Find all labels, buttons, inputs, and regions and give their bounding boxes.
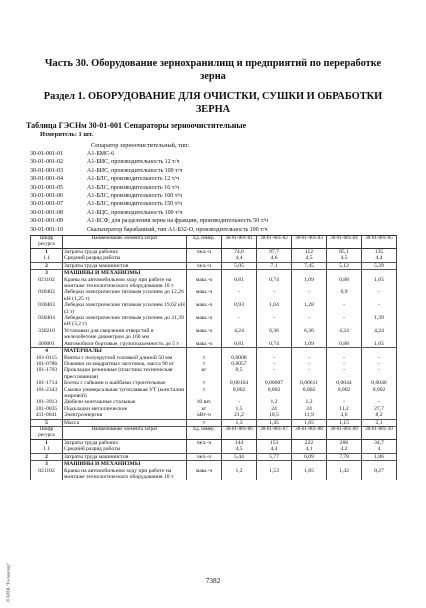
resource-value: 0,74: [257, 277, 292, 290]
resource-name: Средний разряд работы: [63, 446, 187, 453]
resource-value: 11,9: [292, 412, 327, 419]
resource-name: Масса: [63, 419, 187, 426]
resource-value: 6,09: [292, 453, 327, 460]
resource-value: 1,65: [292, 419, 327, 426]
resource-unit: т: [187, 361, 222, 367]
resource-unit: маш.-ч: [187, 315, 222, 328]
code-id: 30-01-001-10: [30, 226, 63, 233]
resource-value: 4,5: [327, 255, 362, 262]
code-id: 30-01-001-06: [30, 193, 63, 200]
table-header-row: [31, 426, 397, 439]
resource-value: -: [327, 399, 362, 405]
resource-code: 201-0835: [31, 406, 63, 412]
resource-name: Затраты труда машинистов: [63, 453, 187, 460]
resource-value: 21,2: [222, 412, 257, 419]
resource-value: 0,002: [222, 387, 257, 400]
table-row: [31, 461, 397, 468]
table-row: [31, 262, 397, 269]
code-desc: А1-БЛС, производительность 100 т/ч: [87, 193, 183, 200]
resource-value: 1,39: [362, 315, 397, 328]
code-list-item: [30, 158, 268, 166]
resource-value: -: [292, 315, 327, 328]
resource-value: 0,00607: [257, 380, 292, 386]
resource-value: 27,7: [362, 406, 397, 412]
resource-value: 0,002: [327, 387, 362, 400]
resource-unit: [187, 461, 222, 468]
resource-code: 2: [31, 262, 63, 269]
resource-code: 400001: [31, 341, 63, 348]
resource-value: 1,05: [362, 277, 397, 290]
resource-value: 1,42: [327, 468, 362, 481]
resource-name: Болты с гайками и шайбами строительные: [63, 380, 187, 386]
resource-value: 7,1: [257, 262, 292, 269]
resource-value: 3,6: [327, 412, 362, 419]
header-column-code: 30-01-001-03: [292, 236, 327, 249]
table-row: [31, 446, 397, 453]
resource-value: -: [362, 302, 397, 315]
header-column-code: 30-01-001-06: [222, 426, 257, 439]
resource-value: -: [222, 315, 257, 328]
code-list-item: [30, 184, 268, 192]
resource-value: [362, 461, 397, 468]
resource-name: Электроэнергия: [63, 412, 187, 419]
table-row: [31, 419, 397, 426]
resource-value: 5,05: [222, 262, 257, 269]
resource-value: -: [327, 315, 362, 328]
resource-value: 5,12: [327, 262, 362, 269]
code-desc: Скальператор барабанный, тип А1-Б32-О, производительность 100 т/ч: [87, 226, 268, 233]
part-title: [0, 58, 426, 83]
resource-name: Установки для сверления отверстий в железобетоне диаметром до 160 мм: [63, 328, 187, 341]
resource-code: 021102: [31, 277, 63, 290]
header-column-code: 30-01-001-09: [327, 426, 362, 439]
table-row: [31, 412, 397, 419]
resource-table: [30, 235, 397, 480]
resource-value: 0,5: [222, 367, 257, 380]
resource-unit: чел.-ч: [187, 439, 222, 446]
resource-name: Винты с полукруглой головкой длиной 50 мм: [63, 355, 187, 361]
resource-value: 0,00164: [222, 380, 257, 386]
resource-code: 3: [31, 270, 63, 277]
resource-value: 0,88: [327, 341, 362, 348]
resource-code: 1.1: [31, 255, 63, 262]
resource-name: Лебедки электрические тяговым усилием до 31,39 кН (3,2 т): [63, 315, 187, 328]
section-title-line2: ЗЕРНА: [195, 104, 231, 115]
resource-value: [327, 270, 362, 277]
resource-value: 0,74: [257, 341, 292, 348]
table-row: [31, 453, 397, 460]
resource-value: 7,78: [327, 453, 362, 460]
resource-value: 5,29: [362, 262, 397, 269]
resource-name: Автомобили бортовые, грузоподъемность до 5 т: [63, 341, 187, 348]
resource-code: 101-1714: [31, 380, 63, 386]
table-row: [31, 367, 397, 380]
table-title: Таблица ГЭСНм 30-01-001 Сепараторы зерноочистительные: [26, 121, 247, 130]
resource-unit: т: [187, 355, 222, 361]
resource-value: 11,2: [327, 406, 362, 412]
resource-value: -: [362, 399, 397, 405]
code-desc: А1-БМС-6: [87, 151, 115, 157]
resource-value: 0,81: [222, 277, 257, 290]
resource-value: 10,5: [257, 412, 292, 419]
resource-value: 34,7: [362, 439, 397, 446]
table-row: [31, 289, 397, 302]
resource-code: 4: [31, 348, 63, 355]
resource-value: [362, 348, 397, 355]
resource-code: 101-2343: [31, 387, 63, 400]
resource-value: 135: [362, 249, 397, 256]
resource-value: [222, 348, 257, 355]
resource-value: [257, 461, 292, 468]
resource-value: 5,44: [222, 453, 257, 460]
resource-value: 0,002: [292, 387, 327, 400]
header-name: Наименование элемента затрат: [63, 426, 187, 439]
resource-value: [292, 270, 327, 277]
resource-unit: т: [187, 380, 222, 386]
resource-value: [257, 270, 292, 277]
resource-name: Дюбели монтажные стальные: [63, 399, 187, 405]
resource-value: -: [362, 289, 397, 302]
resource-code: 5: [31, 419, 63, 426]
resource-value: 1,5: [222, 406, 257, 412]
resource-value: 4,2: [327, 446, 362, 453]
resource-value: 4,24: [222, 328, 257, 341]
resource-value: 144: [222, 439, 257, 446]
resource-unit: кг: [187, 406, 222, 412]
resource-unit: маш.-ч: [187, 341, 222, 348]
code-id: 30-01-001-01: [30, 151, 63, 157]
resource-name: МАТЕРИАЛЫ: [63, 348, 187, 355]
code-list-item: [30, 150, 268, 158]
resource-value: 1,09: [292, 277, 327, 290]
resource-code: 030404: [31, 315, 63, 328]
resource-value: 1,45: [257, 419, 292, 426]
code-list-item: [30, 167, 268, 175]
resource-value: 4,24: [362, 328, 397, 341]
resource-name: Затраты труда рабочих: [63, 249, 187, 256]
resource-value: 85,1: [327, 249, 362, 256]
code-id: 30-01-001-02: [30, 159, 63, 166]
resource-name: Лебедки электрические тяговым усилием до 12,26 кН (1,25 т): [63, 289, 187, 302]
resource-code: 030402: [31, 289, 63, 302]
resource-value: 1,09: [292, 341, 327, 348]
code-list-item: [30, 192, 268, 200]
resource-value: -: [292, 355, 327, 361]
code-desc: А1-БЛС, производительность 12 т/ч: [87, 176, 180, 183]
header-name: Наименование элемента затрат: [63, 236, 187, 249]
header-column-code: 30-01-001-04: [327, 236, 362, 249]
resource-value: 4,4: [257, 446, 292, 453]
table-header-row: [31, 236, 397, 249]
resource-value: -: [257, 315, 292, 328]
resource-value: 1,2: [257, 399, 292, 405]
resource-code: 101-0115: [31, 355, 63, 361]
resource-value: 4,6: [257, 255, 292, 262]
table-row: [31, 302, 397, 315]
resource-value: 24: [257, 406, 292, 412]
resource-value: 153: [257, 439, 292, 446]
resource-name: Лебедки электрические тяговым усилием 19,62 кН (2 т): [64, 302, 185, 315]
code-list-item: [30, 209, 268, 217]
resource-value: 0,0057: [222, 361, 257, 367]
resource-code: 3: [31, 461, 63, 468]
code-list-item: [30, 226, 268, 234]
resource-value: 2,1: [362, 419, 397, 426]
resource-value: 112: [292, 249, 327, 256]
table-row: [31, 341, 397, 348]
header-column-code: 30-01-001-02: [257, 236, 292, 249]
code-id: 30-01-001-05: [30, 184, 63, 191]
resource-name: Средний разряд работы: [63, 255, 187, 262]
resource-value: -: [292, 361, 327, 367]
section-title-line1: Раздел 1. ОБОРУДОВАНИЕ ДЛЯ ОЧИСТКИ, СУШКИ И ОБРАБОТКИ: [43, 91, 383, 102]
resource-unit: [187, 270, 222, 277]
resource-unit: [187, 446, 222, 453]
resource-unit: чел.-ч: [187, 249, 222, 256]
resource-value: 4,4: [362, 255, 397, 262]
resource-value: -: [362, 355, 397, 361]
resource-value: -: [222, 399, 257, 405]
resource-value: 5,77: [257, 453, 292, 460]
code-id: 30-01-001-07: [30, 201, 63, 208]
header-code: Шифр ресурса: [31, 236, 63, 249]
table-row: [31, 468, 397, 481]
table-row: [31, 315, 397, 328]
resource-value: 0,93: [222, 302, 257, 315]
resource-name: Прокладки резиновые (пластина техническая прессованная): [63, 367, 187, 380]
resource-code: 1.1: [31, 446, 63, 453]
resource-code: 030403: [31, 302, 63, 315]
part-title-line1: Часть 30. Оборудование зернохранилищ и предприятий по переработке: [44, 58, 382, 69]
table-row: [31, 270, 397, 277]
header-column-code: 30-01-001-05: [362, 236, 397, 249]
resource-value: 1,86: [362, 453, 397, 460]
resource-name: Краны на автомобильном ходу при работе на монтаже технологического оборудования 10 т: [63, 468, 187, 481]
resource-unit: т: [187, 419, 222, 426]
resource-value: 0,0008: [222, 355, 257, 361]
header-unit: Ед. измер.: [187, 236, 222, 249]
resource-value: 1,85: [292, 468, 327, 481]
resource-code: 101-1703: [31, 367, 63, 380]
resource-value: 4: [362, 446, 397, 453]
resource-value: [292, 461, 327, 468]
resource-unit: [187, 348, 222, 355]
resource-name: Краны на автомобильном ходу при работе на монтаже технологического оборудования 10 т: [63, 277, 187, 290]
resource-value: -: [327, 302, 362, 315]
resource-value: 0,002: [362, 387, 397, 400]
header-unit: Ед. измер.: [187, 426, 222, 439]
separator-intro: Сепаратор зерноочистительный, тип:: [91, 142, 190, 149]
resource-code: 1: [31, 249, 63, 256]
resource-value: [222, 461, 257, 468]
resource-code: 1: [31, 439, 63, 446]
measure-unit: Измеритель: 1 шт.: [40, 131, 93, 138]
resource-value: [327, 348, 362, 355]
resource-value: 4,1: [292, 446, 327, 453]
resource-value: 1,2: [292, 399, 327, 405]
code-list-item: [30, 175, 268, 183]
resource-value: -: [362, 361, 397, 367]
resource-code: 330210: [31, 328, 63, 341]
resource-name: Затраты труда машинистов: [63, 262, 187, 269]
code-desc: А1-БЦС, производительность 100 т/ч: [87, 209, 183, 216]
resource-table-body: [31, 236, 397, 481]
code-id: 30-01-001-09: [30, 218, 63, 225]
code-list-item: [30, 217, 268, 225]
resource-value: -: [327, 361, 362, 367]
resource-code: 411-0041: [31, 412, 63, 419]
resource-value: 0,0046: [362, 380, 397, 386]
header-code: Шифр ресурса: [31, 426, 63, 439]
table-row: [31, 387, 397, 400]
table-row: [31, 348, 397, 355]
code-desc: А1-БИС, производительность 100 т/ч: [87, 167, 183, 174]
resource-name: Подкладки металлические: [63, 406, 187, 412]
resource-value: -: [327, 367, 362, 380]
resource-code: 2: [31, 453, 63, 460]
code-desc: А1-БЛС, производительность 16 т/ч: [87, 184, 180, 191]
resource-value: 1,53: [257, 468, 292, 481]
resource-value: 1,2: [222, 468, 257, 481]
code-id: 30-01-001-03: [30, 167, 63, 174]
table-row: [31, 277, 397, 290]
resource-name: Смазка универсальная тугоплавкая УТ (консталин жировой): [63, 387, 187, 400]
resource-name: Поковки из квадратных заготовок, масса 90 кг: [63, 361, 187, 367]
resource-value: 0,00611: [292, 380, 327, 386]
resource-value: 24: [292, 406, 327, 412]
resource-name: Затраты труда рабочих: [63, 439, 187, 446]
resource-value: -: [257, 289, 292, 302]
resource-value: -: [327, 355, 362, 361]
header-column-code: 30-01-001-01: [222, 236, 257, 249]
resource-name: МАШИНЫ И МЕХАНИЗМЫ: [63, 461, 187, 468]
resource-value: -: [222, 289, 257, 302]
resource-unit: т: [187, 387, 222, 400]
resource-value: 0,002: [257, 387, 292, 400]
resource-value: 4,5: [222, 446, 257, 453]
page-number: 7382: [205, 576, 221, 585]
resource-value: 0,9: [327, 289, 362, 302]
resource-unit: кг: [187, 367, 222, 380]
resource-value: 7,45: [292, 262, 327, 269]
code-id: 30-01-001-08: [30, 209, 63, 216]
code-desc: А1-БСФ, для разделения зерна на фракции, производительность 50 т/ч: [87, 218, 269, 225]
resource-value: 1,05: [362, 341, 397, 348]
resource-value: 4,4: [222, 255, 257, 262]
resource-value: 1,28: [292, 302, 327, 315]
resource-value: -: [362, 367, 397, 380]
resource-value: 1,15: [327, 419, 362, 426]
resource-value: 6,36: [292, 328, 327, 341]
resource-value: 0,88: [327, 277, 362, 290]
resource-unit: маш.-ч: [187, 289, 222, 302]
resource-unit: 10 шт.: [187, 399, 222, 405]
resource-value: 6,36: [257, 328, 292, 341]
side-text: ЗСНПВ "Госмашпр": [5, 562, 11, 603]
resource-unit: маш.-ч: [187, 302, 222, 315]
resource-value: 4,5: [292, 255, 327, 262]
code-list-item: [30, 200, 268, 208]
resource-unit: [187, 255, 222, 262]
resource-unit: маш.-ч: [187, 328, 222, 341]
resource-value: 4,24: [327, 328, 362, 341]
resource-code: 101-3913: [31, 399, 63, 405]
table-row: [31, 255, 397, 262]
resource-unit: кВт-ч: [187, 412, 222, 419]
resource-value: 206: [327, 439, 362, 446]
resource-value: -: [257, 361, 292, 367]
resource-value: 74,6: [222, 249, 257, 256]
resource-code: 101-0786: [31, 361, 63, 367]
resource-value: 97,7: [257, 249, 292, 256]
resource-value: 0,0044: [327, 380, 362, 386]
code-id: 30-01-001-04: [30, 176, 63, 183]
resource-unit: чел.-ч: [187, 453, 222, 460]
resource-value: -: [292, 289, 327, 302]
header-column-code: 30-01-001-10: [362, 426, 397, 439]
header-column-code: 30-01-001-08: [292, 426, 327, 439]
resource-value: [327, 461, 362, 468]
resource-value: 222: [292, 439, 327, 446]
resource-value: 8,2: [362, 412, 397, 419]
part-title-line2: зерна: [200, 70, 226, 82]
resource-value: -: [257, 367, 292, 380]
resource-value: 0,27: [362, 468, 397, 481]
code-list: [30, 150, 268, 234]
resource-value: -: [257, 355, 292, 361]
resource-value: [222, 270, 257, 277]
resource-value: -: [292, 367, 327, 380]
section-title: [0, 90, 426, 116]
resource-unit: маш.-ч: [187, 468, 222, 481]
resource-value: 1,04: [257, 302, 292, 315]
resource-value: 1,3: [222, 419, 257, 426]
resource-value: [292, 348, 327, 355]
resource-value: [362, 270, 397, 277]
resource-unit: маш.-ч: [187, 277, 222, 290]
code-desc: А1-БИС, производительность 12 т/ч: [87, 159, 180, 166]
code-desc: А1-БЛС, производительность 150 т/ч: [87, 201, 183, 208]
resource-value: 0,81: [222, 341, 257, 348]
resource-value: [257, 348, 292, 355]
resource-unit: чел.-ч: [187, 262, 222, 269]
table-row: [31, 328, 397, 341]
resource-code: 021102: [31, 468, 63, 481]
resource-name: МАШИНЫ И МЕХАНИЗМЫ: [63, 270, 187, 277]
header-column-code: 30-01-001-07: [257, 426, 292, 439]
